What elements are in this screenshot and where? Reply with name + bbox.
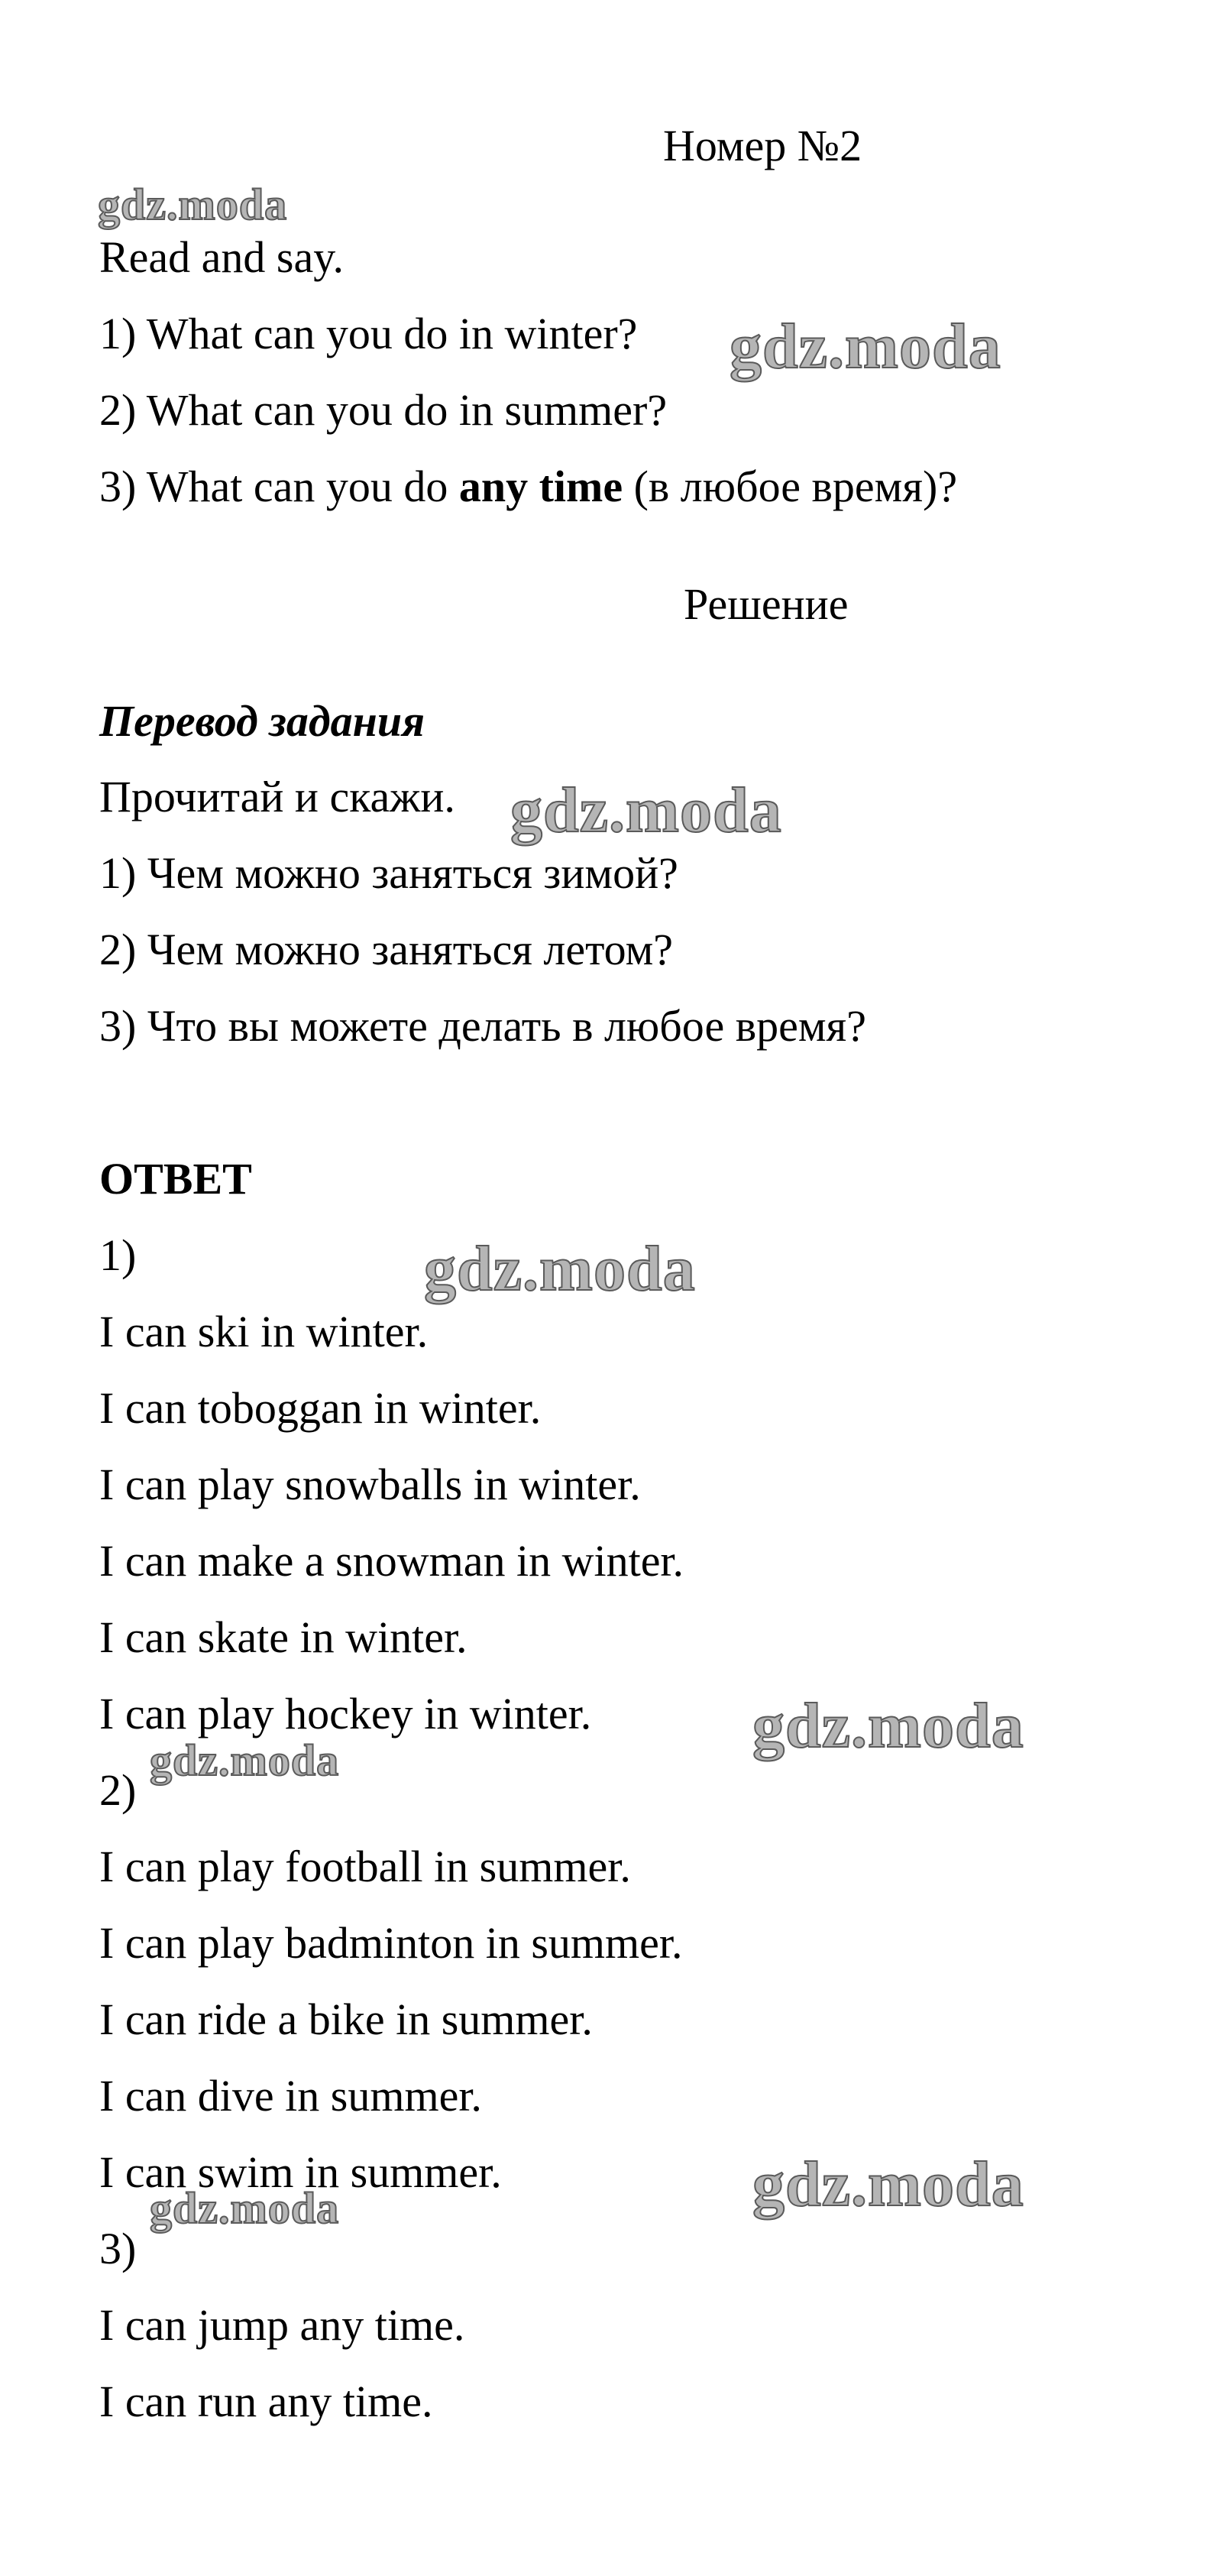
question-3-suffix: (в любое время)?: [623, 462, 958, 511]
watermark: gdz.moda: [510, 775, 782, 846]
answer-summer-number: 2): [99, 1765, 137, 1815]
watermark: gdz.moda: [752, 2149, 1024, 2220]
answer-line: I can play snowballs in winter.: [99, 1460, 641, 1509]
watermark: gdz.moda: [98, 180, 288, 229]
answer-line: I can play football in summer.: [99, 1842, 631, 1891]
question-3-prefix: 3) What can you do: [99, 462, 459, 511]
answer-line: I can ride a bike in summer.: [99, 1994, 593, 2044]
translation-heading: Перевод задания: [99, 696, 425, 746]
watermark: gdz.moda: [150, 1735, 340, 1785]
answer-line: I can run any time.: [99, 2377, 433, 2426]
question-3-bold: any time: [458, 462, 623, 511]
watermark: gdz.moda: [150, 2183, 340, 2233]
answer-line: I can skate in winter.: [99, 1612, 467, 1662]
answer-anytime-number: 3): [99, 2224, 137, 2273]
answer-line: I can dive in summer.: [99, 2071, 482, 2121]
translation-2: 2) Чем можно заняться летом?: [99, 925, 674, 974]
translation-intro: Прочитай и скажи.: [99, 772, 455, 821]
answer-line: I can swim in summer.: [99, 2147, 502, 2197]
watermark: gdz.moda: [730, 311, 1001, 382]
watermark: gdz.moda: [424, 1233, 696, 1304]
question-3: [99, 460, 957, 514]
answer-line: I can play hockey in winter.: [99, 1689, 592, 1738]
answer-line: I can make a snowman in winter.: [99, 1536, 684, 1586]
question-1: 1) What can you do in winter?: [99, 309, 638, 358]
solution-heading: Решение: [684, 579, 849, 629]
answer-line: I can play badminton in summer.: [99, 1918, 683, 1968]
answer-heading: ОТВЕТ: [99, 1154, 252, 1204]
answer-line: I can jump any time.: [99, 2300, 465, 2350]
task-intro: Read and say.: [99, 232, 344, 282]
answer-winter-number: 1): [99, 1230, 137, 1280]
translation-3: 3) Что вы можете делать в любое время?: [99, 1001, 866, 1051]
answer-line: I can ski in winter.: [99, 1307, 429, 1356]
translation-1: 1) Чем можно заняться зимой?: [99, 848, 678, 898]
answer-line: I can toboggan in winter.: [99, 1383, 542, 1433]
watermark: gdz.moda: [752, 1690, 1024, 1761]
page-title: Номер №2: [663, 121, 862, 170]
question-2: 2) What can you do in summer?: [99, 385, 668, 435]
